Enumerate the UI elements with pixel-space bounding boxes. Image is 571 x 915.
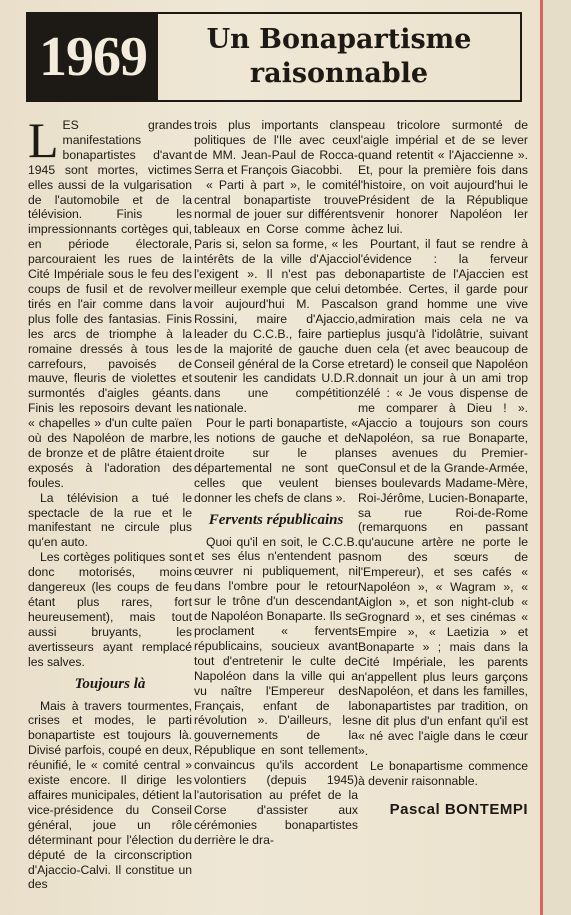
headline-line-1: Un Bonapartisme — [206, 24, 472, 55]
paragraph: Mais à travers tourmentes, crises et modes, le parti bonapartiste est toujours là. Divisé parfois, coupé en deux, réunifié, le « comité central » existe encore. Il dirige les affaires municipales, détient la vice-présidence du Conseil général, joue un rôle déterminant pour l'élection du député de la circonscription d'Ajaccio-Calvi. Il constitue un des — [28, 698, 192, 892]
paragraph: Le bonapartisme commence à devenir raisonnable. — [358, 758, 528, 788]
author-signature: Pascal BONTEMPI — [389, 800, 528, 818]
article-header — [26, 12, 522, 102]
paragraph: Pour le parti bonapartiste, « les notions de gauche et de droite sur le plan départemental ne sont que celles que veulent bien donner les chefs de clans ». — [194, 416, 358, 505]
paragraph: Pourtant, il faut se rendre à l'évidence : la ferveur bonapartiste de l'Ajaccien est tombée. Certes, il garde pour son grand homme une vive admiration mais cela ne va plus jusqu'à l'idolâtrie, suivant en cela (et avec beaucoup de retard) le conseil que Napoléon donnait un jour à un ami trop zélé : « Je vous dispense de me comparer à Dieu ! ». Ajaccio a toujours son cours Napoléon, sa rue Bonaparte, ses avenues du Premier-Consul et de la Grande-Armée, ses boulevards Madame-Mère, Roi-Jérôme, Lucien-Bonaparte, sa rue Roi-de-Rome (remarquons en passant qu'aucune artère ne porte le nom des sœurs de l'Empereur), et ses cafés « Napoléon », « Wagram », « Aiglon », et son night-club « Grognard », et ses cinémas « Empire », « Laetizia » et Bonaparte » ; mais dans la Cité Impériale, les parents n'appellent plus leurs garçons Napoléon, et dans les familles, bonapartistes par tradition, on ne dit plus d'un enfant qu'il est « né avec l'aigle dans le cœur ». — [358, 237, 528, 759]
column-3 — [358, 118, 528, 818]
paragraph: « Parti à part », le comité central bonapartiste trouve normal de jouer sur différents tableaux en Corse comme à Paris si, selon sa forme, « les intérêts de la ville d'Ajaccio l'exigent ». Il n'est pas de meilleur exemple que celui de voir aujourd'hui M. Pascal Rossini, maire d'Ajaccio, leader du C.C.B., faire partie de la majorité de gauche du Conseil général de la Corse et soutenir les candidats U.D.R. dans une compétition nationale. — [194, 177, 358, 416]
paragraph: Les cortèges politiques sont donc motorisés, moins dangereux (les coups de feu étant plus rares, fort heureusement), mais tout aussi bruyants, les avertisseurs ayant remplacé les salves. — [28, 550, 192, 669]
headline — [158, 14, 520, 100]
drop-cap: L — [28, 112, 59, 168]
subheading: Fervents républicains — [208, 511, 344, 528]
paragraph: peau tricolore surmonté de l'aigle impérial et de se lever quand retentit « l'Ajaccienne ». Et, pour la première fois dans l'histoire, on voit aujourd'hui le Président de la République venir honorer Napoléon Ier chez lui. — [358, 118, 528, 237]
headline-line-2: raisonnable — [249, 58, 429, 89]
paragraph: trois plus importants clans politiques de l'Ile avec ceux de MM. Jean-Paul de Rocca-Serra et François Giacobbi. — [194, 118, 358, 177]
article-body — [28, 112, 536, 908]
column-1 — [28, 112, 192, 892]
column-2 — [194, 118, 358, 848]
paragraph-text: ES grandes manifestations bonapartistes d'avant 1945 sont mortes, victimes elles aussi de la vulgarisation de l'automobile et de la télévision. Finis les impressionnants cortèges qui, en période électorale, parcouraient les rues de la Cité Impériale sous le feu des coups de fusil et de revolver tirés en l'air comme dans la plus folle des fantasias. Finis les arcs de triomphe à la romaine dressés à tous les carrefours, pavoisés de mauve, fleuris de violettes et surmontés d'aigles géants. Finis les reposoirs devant les « chapelles » d'un culte païen où des Napoléon de marbre, de bronze et de plâtre étaient exposés à l'adoration des foules. — [28, 118, 192, 490]
paragraph — [28, 112, 192, 491]
page-edge — [543, 0, 571, 915]
paragraph: Quoi qu'il en soit, le C.C.B. et ses élus n'entendent pas œuvrer ni publiquement, ni dans l'ombre pour le retour sur le trône d'un descendant de Napoléon Bonaparte. Ils se proclament « fervents républicains, soucieux avant tout d'entretenir le culte de Napoléon dans la ville qui a vu naître l'Empereur des Français, enfant de la révolution ». D'ailleurs, les gouvernements de la République en sont tellement convaincus qu'ils accordent volontiers (depuis 1945) l'autorisation au préfet de la Corse d'assister aux cérémonies bonapartistes derrière le dra- — [194, 534, 358, 847]
red-margin-line — [540, 0, 543, 915]
paragraph: La télévision a tué le spectacle de la rue et le manifestant ne circule plus qu'en auto. — [28, 490, 192, 550]
subheading: Toujours là — [74, 675, 146, 692]
year-box: 1969 — [28, 14, 158, 100]
